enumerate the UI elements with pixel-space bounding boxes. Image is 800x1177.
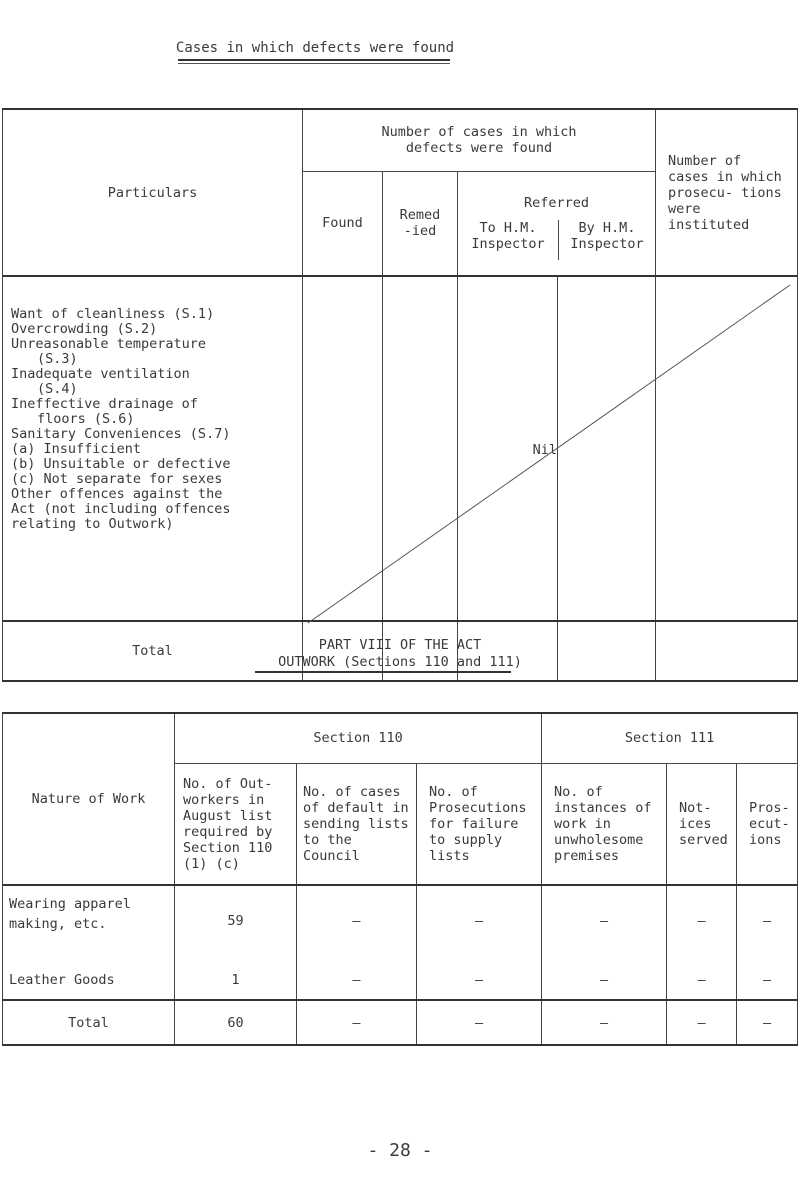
total-notices: – [667,1000,737,1045]
row-apparel-notices: – [667,885,737,960]
total-default: – [297,1000,417,1045]
part-underline [255,671,511,673]
col-default-header: No. of cases of default in sending lists to the Council [297,763,417,885]
page-heading: Cases in which defects were found [175,40,455,56]
col-notices-header: Not- ices served [667,763,737,885]
row-sanitary: Sanitary Conveniences (S.7) [11,426,231,442]
total-unwholesome: – [542,1000,667,1045]
row-leather-outworkers: 1 [175,960,297,1000]
page-number: - 28 - [367,1140,433,1161]
part-subheading: OUTWORK (Sections 110 and 111) [278,654,522,670]
col-nature-header: Nature of Work [3,713,175,885]
row-leather-unwholesome: – [542,960,667,1000]
total-prosecutions-2: – [737,1000,798,1045]
row-ventilation-section: (S.4) [37,381,78,397]
row-other-offences-3: relating to Outwork) [11,516,174,532]
nil-strike-stroke [308,285,790,623]
col-prosecutions-header: Pros- ecut- ions [737,763,798,885]
row-drainage: Ineffective drainage of [11,396,198,412]
row-apparel-default: – [297,885,417,960]
row-leather-prosecutions: – [737,960,798,1000]
row-ventilation: Inadequate ventilation [11,366,190,382]
row-temperature: Unreasonable temperature [11,336,207,352]
col-remedied-header: Remed -ied [383,171,458,276]
col-section110-header: Section 110 [175,713,542,763]
col-section111-header: Section 111 [542,713,798,763]
row-unsuitable: (b) Unsuitable or defective [11,456,231,472]
row-apparel-unwholesome: – [542,885,667,960]
row-cleanliness: Want of cleanliness (S.1) [11,306,215,322]
row-drainage-section: floors (S.6) [37,411,135,427]
row-apparel-prosecutions: – [737,885,798,960]
row-nature-leather: Leather Goods [3,960,175,1000]
col-particulars-header: Particulars [3,109,303,276]
row-insufficient: (a) Insufficient [11,441,142,457]
nil-label: Nil [532,442,557,458]
col-unwholesome-header: No. of instances of work in unwholesome premises [542,763,667,885]
row-leather-notices: – [667,960,737,1000]
col-by-hm-header: By H.M. Inspector [558,220,655,260]
row-nature-apparel: Wearing apparel making, etc. [3,885,175,960]
total-outworkers: 60 [175,1000,297,1045]
referred-label: Referred [523,194,590,211]
col-to-hm-header: To H.M. Inspector [471,219,545,252]
part-title [250,637,550,671]
col-group-header: Number of cases in which defects were found [303,109,656,171]
col-found-header: Found [303,171,383,276]
row-other-offences: Other offences against the [11,486,223,502]
row-apparel-outworkers: 59 [175,885,297,960]
part-heading: PART VIII OF THE ACT [318,637,482,653]
row-apparel-prosec-fail: – [417,885,542,960]
col-prosec-fail-header: No. of Prosecutions for failure to supply lists [417,763,542,885]
row-other-offences-2: Act (not including offences [11,501,231,517]
row-temperature-section: (S.3) [37,351,78,367]
row-leather-prosec-fail: – [417,960,542,1000]
total-prosec-fail: – [417,1000,542,1045]
total-label: Total [3,621,303,681]
row-not-separate: (c) Not separate for sexes [11,471,223,487]
total-label-2: Total [3,1000,175,1045]
row-leather-default: – [297,960,417,1000]
outwork-table [2,712,798,1046]
col-outworkers-header: No. of Out- workers in August list required by Section 110 (1) (c) [175,763,297,885]
row-overcrowding: Overcrowding (S.2) [11,321,158,337]
col-prosecutions-header: Number of cases in which prosecu- tions were instituted [656,109,798,276]
